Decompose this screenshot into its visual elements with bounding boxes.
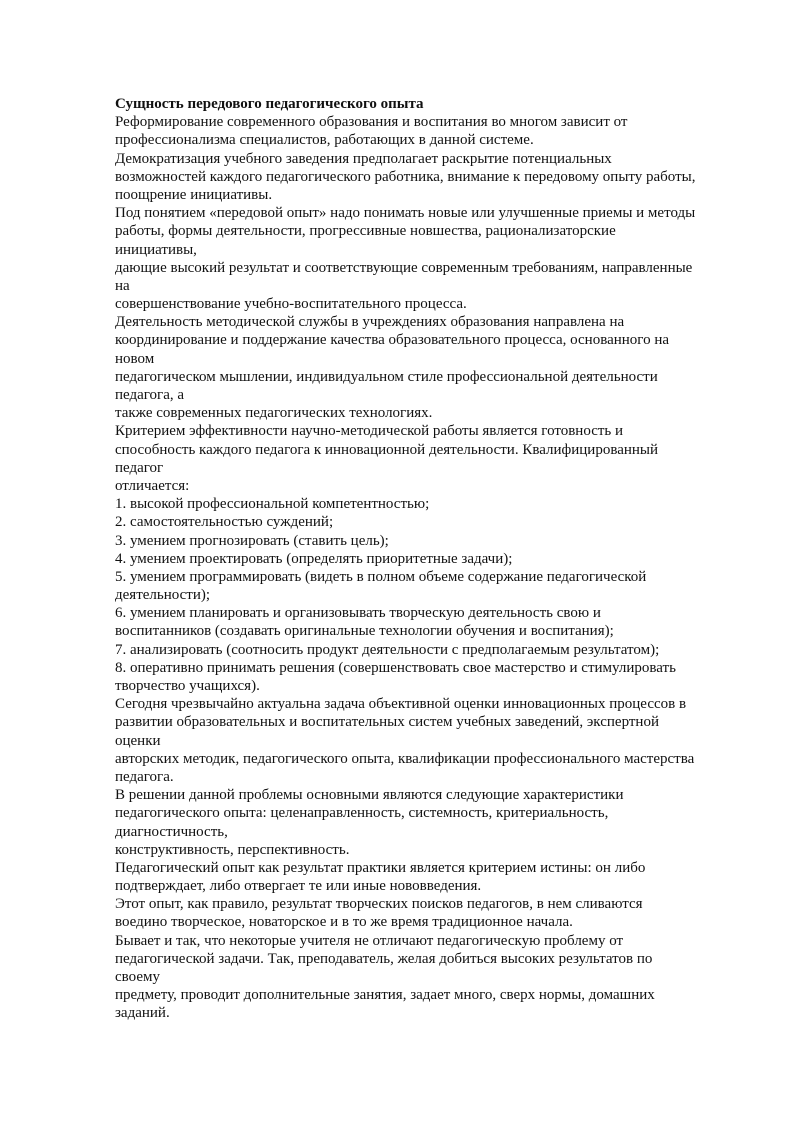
text-line: диагностичность, xyxy=(115,823,228,840)
document-lines xyxy=(115,113,765,1022)
text-line: Реформирование современного образования и воспитания во многом зависит от xyxy=(115,114,628,131)
text-line: воспитанников (создавать оригинальные технологии обучения и воспитания); xyxy=(115,623,614,640)
text-line: Демократизация учебного заведения предполагает раскрытие потенциальных xyxy=(115,150,612,167)
text-line: Этот опыт, как правило, результат творческих поисков педагогов, в нем сливаются xyxy=(115,896,643,913)
text-line: своему xyxy=(115,969,160,985)
document-body xyxy=(115,95,765,1023)
text-line: Педагогический опыт как результат практики является критерием истины: он либо xyxy=(115,859,646,876)
text-line: совершенствование учебно-воспитательного процесса. xyxy=(115,296,467,313)
text-line: педагога, а xyxy=(115,387,185,403)
text-line: инициативы, xyxy=(115,241,197,258)
text-line: заданий. xyxy=(115,1005,170,1022)
text-line: деятельности); xyxy=(115,587,211,604)
text-line: оценки xyxy=(115,732,161,749)
text-line: новом xyxy=(115,350,155,367)
text-line: 5. умением программировать (видеть в полном объеме содержание педагогической xyxy=(115,568,647,585)
text-line: 3. умением прогнозировать (ставить цель); xyxy=(115,532,389,549)
text-line: на xyxy=(115,277,130,294)
text-line: педагога. xyxy=(115,768,174,785)
text-line: подтверждает, либо отвергает те или иные нововведения. xyxy=(115,878,482,895)
text-line: педагогического опыта: целенаправленность, системность, критериальность, xyxy=(115,805,609,822)
text-line: воедино творческое, новаторское и в то же время традиционное начала. xyxy=(115,914,573,931)
text-line: конструктивность, перспективность. xyxy=(115,841,350,858)
text-line: 1. высокой профессиональной компетентностью; xyxy=(115,496,430,513)
text-line: 8. оперативно принимать решения (совершенствовать свое мастерство и стимулировать xyxy=(115,659,676,676)
text-line: 7. анализировать (соотносить продукт деятельности с предполагаемым результатом); xyxy=(115,641,660,658)
text-line: Деятельность методической службы в учреждениях образования направлена на xyxy=(115,314,625,331)
text-line: дающие высокий результат и соответствующие современным требованиям, направленные xyxy=(115,259,693,276)
text-line: Критерием эффективности научно-методической работы является готовность и xyxy=(115,423,624,440)
text-line: Под понятием «передовой опыт» надо понимать новые или улучшенные приемы и методы xyxy=(115,205,696,222)
text-line: предмету, проводит дополнительные занятия, задает много, сверх нормы, домашних xyxy=(115,987,655,1004)
text-line: педагогическом мышлении, индивидуальном стиле профессиональной деятельности xyxy=(115,368,658,385)
text-line: также современных педагогических технологиях. xyxy=(115,405,433,422)
text-line: координирование и поддержание качества образовательного процесса, основанного на xyxy=(115,332,670,349)
text-line: педагог xyxy=(115,459,164,476)
text-line: 2. самостоятельностью суждений; xyxy=(115,514,334,531)
text-line: отличается: xyxy=(115,477,190,494)
text-line: творчество учащихся). xyxy=(115,678,260,694)
text-line: 4. умением проектировать (определять приоритетные задачи); xyxy=(115,550,513,567)
text-line: возможностей каждого педагогического работника, внимание к передовому опыту работы, xyxy=(115,168,696,185)
text-line: 6. умением планировать и организовывать творческую деятельность свою и xyxy=(115,605,601,622)
text-line: педагогической задачи. Так, преподаватель, желая добиться высоких результатов по xyxy=(115,950,653,967)
text-line: работы, формы деятельности, прогрессивные новшества, рационализаторские xyxy=(115,223,616,240)
text-line: Бывает и так, что некоторые учителя не отличают педагогическую проблему от xyxy=(115,932,624,949)
text-line: авторских методик, педагогического опыта, квалификации профессионального мастерства xyxy=(115,750,695,767)
text-line: Сегодня чрезвычайно актуальна задача объективной оценки инновационных процессов в xyxy=(115,696,687,713)
text-line: В решении данной проблемы основными являются следующие характеристики xyxy=(115,787,624,804)
text-line: способность каждого педагога к инновационной деятельности. Квалифицированный xyxy=(115,441,659,458)
text-line: поощрение инициативы. xyxy=(115,186,273,203)
text-line: профессионализма специалистов, работающих в данной системе. xyxy=(115,132,534,149)
text-line: развитии образовательных и воспитательных систем учебных заведений, экспертной xyxy=(115,714,659,731)
document-title: Сущность передового педагогического опыта xyxy=(115,96,424,112)
